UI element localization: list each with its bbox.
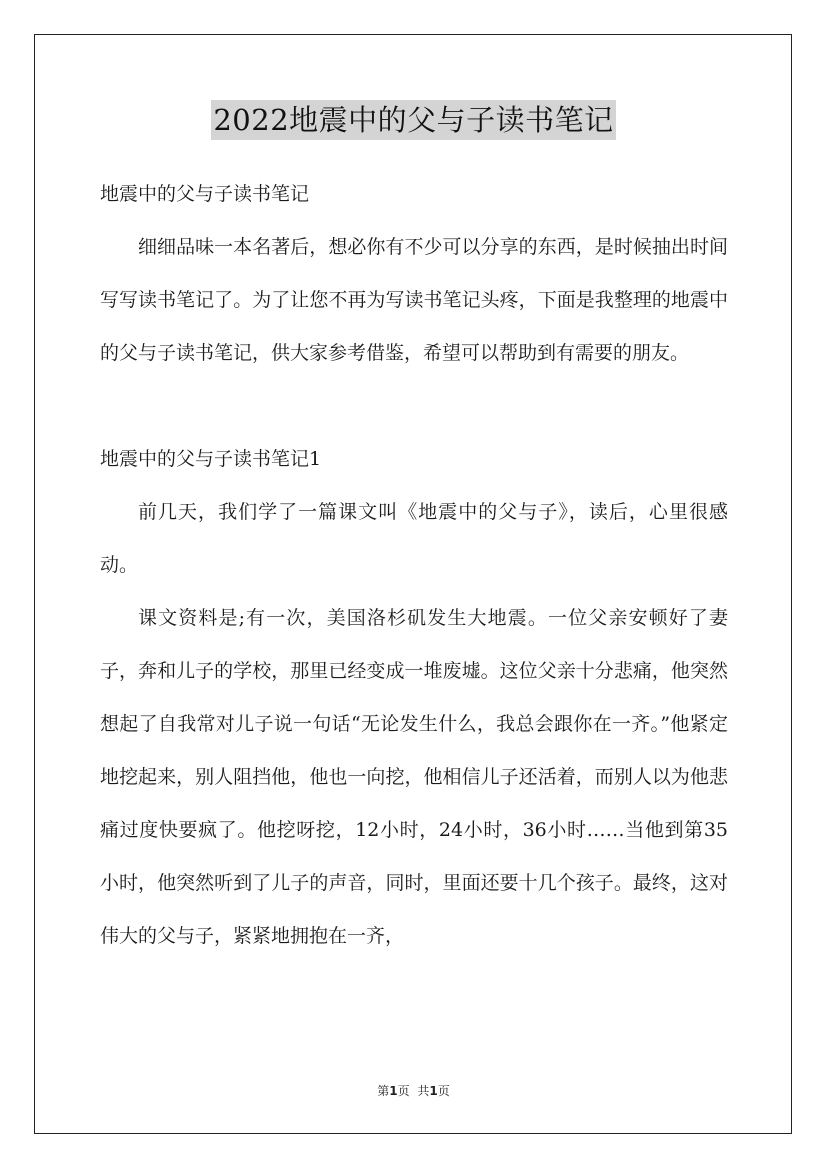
page-number: 1	[389, 1084, 398, 1098]
intro-paragraph: 细细品味一本名著后，想必你有不少可以分享的东西，是时候抽出时间写写读书笔记了。为了让您不再为写读书笔记头疼，下面是我整理的地震中的父与子读书笔记，供大家参考借鉴，希望可以帮助到有需要的朋友。	[100, 236, 728, 364]
total-label-suffix: 页	[437, 1084, 450, 1098]
total-pages: 1	[429, 1084, 438, 1098]
page-label-suffix: 页	[397, 1084, 410, 1098]
section-heading: 地震中的父与子读书笔记1	[100, 448, 322, 470]
document-title: 2022地震中的父与子读书笔记	[211, 100, 615, 140]
paragraph-spacer	[100, 380, 728, 433]
body-paragraph: 前几天，我们学了一篇课文叫《地震中的父与子》，读后，心里很感动。	[100, 501, 728, 576]
total-label-prefix: 共	[417, 1084, 430, 1098]
page-label-prefix: 第	[377, 1084, 390, 1098]
body-paragraph: 课文资料是;有一次，美国洛杉矶发生大地震。一位父亲安顿好了妻子，奔和儿子的学校，那里已经变成一堆废墟。这位父亲十分悲痛，他突然想起了自我常对儿子说一句话“无论发生什么，我总会跟你在一齐。”他紧定地挖起来，别人阻挡他，他也一向挖，他相信儿子还活着，而别人以为他悲痛过度快要疯了。他挖呀挖，12小时，24小时，36小时……当他到第35小时，他突然听到了儿子的声音，同时，里面还要十几个孩子。最终，这对伟大的父与子，紧紧地拥抱在一齐，	[100, 607, 728, 947]
subtitle-heading: 地震中的父与子读书笔记	[100, 183, 310, 205]
page-footer	[0, 1083, 827, 1099]
document-body	[100, 168, 728, 963]
title-container	[0, 100, 827, 140]
